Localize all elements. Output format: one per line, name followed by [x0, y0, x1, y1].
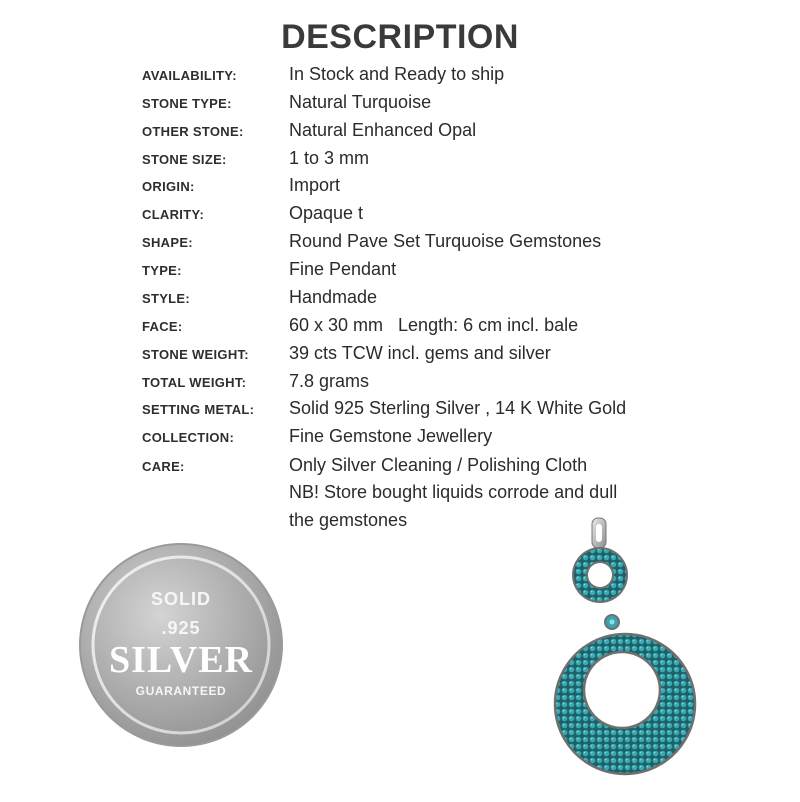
spec-value: 39 cts TCW incl. gems and silver	[289, 343, 551, 363]
badge-silver-text: SILVER	[108, 639, 253, 681]
spec-value: Fine Gemstone Jewellery	[289, 426, 493, 446]
spec-label: TYPE:	[142, 263, 182, 278]
spec-label: CLARITY:	[142, 207, 205, 222]
spec-value: Round Pave Set Turquoise Gemstones	[289, 231, 602, 251]
spec-label: AVAILABILITY:	[142, 68, 237, 83]
spec-label: ORIGIN:	[142, 179, 195, 194]
spec-value: Natural Turquoise	[289, 92, 432, 112]
spec-row-style	[0, 285, 800, 311]
spec-row-type	[0, 257, 800, 283]
spec-label: STYLE:	[142, 291, 191, 306]
spec-label: STONE TYPE:	[142, 96, 232, 111]
spec-label: FACE:	[142, 319, 183, 334]
spec-value: 1 to 3 mm	[289, 148, 370, 168]
badge-925-text: .925	[161, 618, 201, 638]
spec-value: Handmade	[289, 287, 378, 307]
spec-row-stone-type	[0, 90, 800, 116]
spec-value: Natural Enhanced Opal	[289, 120, 477, 140]
spec-row-stone-size	[0, 146, 800, 172]
spec-label: TOTAL WEIGHT:	[142, 375, 247, 390]
spec-row-origin	[0, 173, 800, 199]
spec-row-other-stone	[0, 118, 800, 144]
spec-value: Import	[289, 175, 341, 195]
spec-value: Only Silver Cleaning / Polishing Cloth	[289, 455, 588, 475]
spec-row-total-weight	[0, 369, 800, 395]
spec-row-clarity	[0, 201, 800, 227]
spec-label: SHAPE:	[142, 235, 193, 250]
spec-row-availability	[0, 62, 800, 88]
spec-label: CARE:	[142, 459, 185, 474]
badge-guaranteed-text: GUARANTEED	[135, 684, 227, 698]
care-note: NB! Store bought liquids corrode and dull	[289, 482, 618, 502]
spec-row-stone-weight	[0, 341, 800, 367]
spec-value: 60 x 30 mm Length: 6 cm incl. bale	[289, 315, 579, 335]
spec-value: Opaque t	[289, 203, 364, 223]
spec-label: SETTING METAL:	[142, 402, 255, 417]
spec-value: 7.8 grams	[289, 371, 370, 391]
care-note: the gemstones	[289, 510, 408, 530]
turquoise-pendant-image	[540, 512, 710, 802]
spec-row-setting-metal	[0, 396, 800, 422]
spec-value: Fine Pendant	[289, 259, 397, 279]
spec-row-shape	[0, 229, 800, 255]
spec-row-face	[0, 313, 800, 339]
spec-row-collection	[0, 424, 800, 450]
badge-solid-text: SOLID	[150, 589, 211, 609]
spec-label: STONE WEIGHT:	[142, 347, 249, 362]
page-title: DESCRIPTION	[281, 18, 519, 56]
spec-value: In Stock and Ready to ship	[289, 64, 505, 84]
spec-label: OTHER STONE:	[142, 124, 244, 139]
spec-label: STONE SIZE:	[142, 152, 227, 167]
spec-label: COLLECTION:	[142, 430, 235, 445]
spec-row-care	[0, 453, 800, 479]
spec-value: Solid 925 Sterling Silver , 14 K White Gold	[289, 398, 627, 418]
